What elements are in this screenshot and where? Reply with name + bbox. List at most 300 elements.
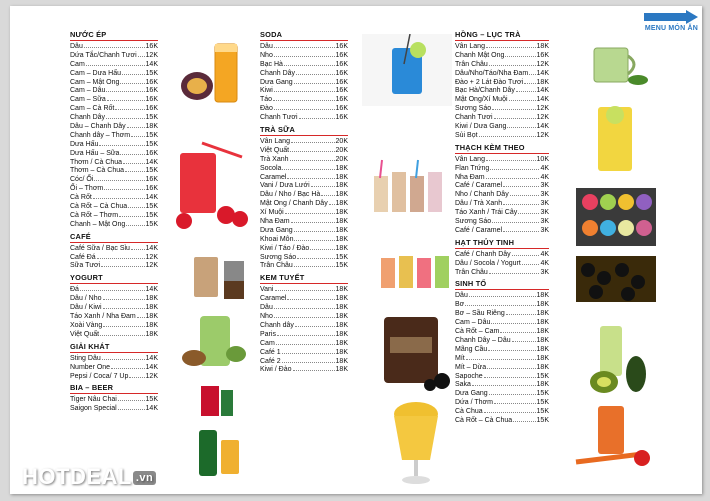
menu-item[interactable] (70, 372, 158, 381)
menu-item-price: 15K (335, 253, 348, 261)
dotted-leader (509, 95, 536, 101)
menu-item-price: 12K (145, 372, 158, 380)
menu-item[interactable] (260, 78, 348, 87)
menu-item-name: Kiwi / Đào (260, 366, 292, 374)
menu-item[interactable] (455, 416, 549, 425)
menu-item-price: 4K (540, 173, 549, 181)
menu-item-name: Pepsi / Coca/ 7 Up (70, 372, 129, 380)
dotted-leader (274, 312, 335, 318)
arrow-right-icon (644, 10, 698, 24)
menu-item-price: 18K (536, 319, 549, 327)
menu-item-name: Cà Rốt – Cà Chua (70, 203, 128, 211)
menu-item-name: Kiwi / Dưa Gang (455, 123, 507, 131)
menu-item-price: 16K (335, 105, 348, 113)
menu-item[interactable] (455, 86, 549, 95)
dotted-leader (80, 285, 145, 291)
dotted-leader (472, 380, 536, 386)
menu-item-name: Nho (260, 51, 273, 59)
dotted-leader (507, 122, 535, 128)
menu-item[interactable] (70, 253, 158, 262)
menu-item-price: 14K (145, 158, 158, 166)
dotted-leader (275, 285, 335, 291)
menu-section (455, 238, 549, 277)
menu-item-price: 16K (145, 176, 158, 184)
menu-item[interactable] (70, 78, 158, 87)
menu-item-name: Táo (260, 96, 273, 104)
menu-item[interactable] (455, 78, 549, 87)
menu-item-name: Trân Châu (455, 268, 488, 276)
menu-item-name: Cà Chua (455, 408, 483, 416)
menu-item-name: Cà Rốt – Thơm (70, 211, 119, 219)
menu-item[interactable] (455, 155, 549, 164)
dotted-leader (513, 416, 535, 422)
menu-item-price: 4K (540, 259, 549, 267)
dotted-leader (484, 372, 536, 378)
dotted-leader (129, 372, 144, 378)
dotted-leader (274, 104, 335, 110)
menu-item-price: 3K (540, 268, 549, 276)
menu-item-price: 15K (536, 416, 549, 424)
menu-item-price: 16K (335, 60, 348, 68)
menu-item-name: Cam – Mật Ong (70, 78, 120, 86)
menu-item[interactable] (70, 42, 158, 51)
menu-item-price: 3K (540, 200, 549, 208)
dotted-leader (102, 354, 145, 360)
menu-item[interactable] (70, 166, 158, 175)
dotted-leader (101, 261, 144, 267)
menu-item[interactable] (455, 336, 549, 345)
dotted-leader (119, 211, 144, 217)
menu-item-price: 18K (145, 304, 158, 312)
dotted-leader (125, 166, 145, 172)
menu-item[interactable] (70, 140, 158, 149)
menu-item-name: Dâu / Kiwi (70, 304, 102, 312)
menu-item-price: 14K (536, 96, 549, 104)
menu-item[interactable] (70, 244, 158, 253)
menu-item-name: Táo Xanh / Nha Đam (70, 313, 136, 321)
menu-item-name: Saka (455, 381, 471, 389)
menu-item-price: 20K (335, 146, 348, 154)
menu-item[interactable] (70, 69, 158, 78)
menu-item-name: Dứa Tắc/Chanh Tươi (70, 51, 137, 59)
menu-item[interactable] (70, 220, 158, 229)
menu-item-name: Cam – Dâu (455, 319, 491, 327)
menu-item[interactable] (455, 217, 549, 226)
menu-item[interactable] (455, 208, 549, 217)
dotted-leader (469, 291, 536, 297)
section-title: CAFÉ (70, 232, 158, 243)
menu-item-price: 16K (145, 96, 158, 104)
menu-item-name: Đào + 2 Lát Đào Tươi (455, 78, 524, 86)
menu-item[interactable] (455, 327, 549, 336)
menu-item-price: 18K (335, 218, 348, 226)
mango-shake-image (380, 398, 452, 486)
menu-item-name: Vân Lang (455, 43, 485, 50)
dotted-leader (310, 244, 334, 250)
menu-item[interactable] (70, 294, 158, 303)
menu-item[interactable] (260, 294, 348, 303)
dotted-leader (466, 354, 536, 360)
menu-item-price: 18K (335, 191, 348, 199)
menu-item[interactable] (70, 354, 158, 363)
menu-item-name: Cam (70, 60, 85, 68)
dotted-leader (103, 303, 145, 309)
menu-column-1 (70, 30, 158, 416)
menu-item[interactable] (455, 104, 549, 113)
menu-item[interactable] (455, 354, 549, 363)
menu-item[interactable] (455, 407, 549, 416)
menu-item[interactable] (455, 69, 549, 78)
menu-item-price: 18K (335, 244, 348, 252)
menu-item[interactable] (70, 211, 158, 220)
dotted-leader (274, 86, 335, 92)
menu-item-price: 3K (540, 182, 549, 190)
menu-item[interactable] (70, 86, 158, 95)
carrot-juice-image (572, 402, 652, 472)
menu-item[interactable] (70, 175, 158, 184)
menu-item[interactable] (455, 398, 549, 407)
menu-item[interactable] (455, 164, 549, 173)
menu-item[interactable] (455, 131, 549, 140)
menu-item-name: Chanh Mật Ong (455, 51, 505, 59)
menu-item[interactable] (260, 253, 348, 262)
dotted-leader (94, 175, 144, 181)
dotted-leader (274, 42, 335, 48)
menu-item-price: 18K (536, 354, 549, 362)
dotted-leader (282, 348, 335, 354)
menu-item-price: 18K (145, 330, 158, 338)
menu-item[interactable] (455, 363, 549, 372)
dotted-leader (490, 164, 539, 170)
menu-banner-label: MENU MÓN ĂN (644, 25, 698, 32)
menu-item-price: 15K (536, 372, 549, 380)
menu-item[interactable] (70, 158, 158, 167)
section-title: GIẢI KHÁT (70, 342, 158, 353)
menu-item-name: Dâu / Trà Xanh (455, 200, 503, 208)
dotted-leader (510, 190, 540, 196)
menu-item-name: Trân Châu (455, 60, 488, 68)
menu-item[interactable] (70, 193, 158, 202)
dotted-leader (282, 357, 335, 363)
menu-item[interactable] (455, 226, 549, 235)
menu-item[interactable] (260, 137, 348, 146)
menu-item[interactable] (455, 300, 549, 309)
menu-item[interactable] (260, 217, 348, 226)
menu-item[interactable] (70, 330, 158, 339)
menu-section (260, 30, 348, 122)
dotted-leader (284, 60, 335, 66)
dotted-leader (290, 146, 334, 152)
menu-item[interactable] (260, 86, 348, 95)
menu-item[interactable] (455, 122, 549, 131)
section-title: KEM TUYẾT (260, 273, 348, 284)
menu-item-name: Flan Trứng (455, 164, 490, 172)
menu-item[interactable] (260, 235, 348, 244)
menu-item[interactable] (455, 113, 549, 122)
dotted-leader (505, 51, 535, 57)
menu-item[interactable] (260, 244, 348, 253)
menu-item-price: 12K (536, 105, 549, 113)
menu-item-name: Dâu / Nho / Bạc Hà (260, 191, 321, 199)
menu-item-name: Socola (260, 164, 282, 172)
menu-item-price: 16K (145, 149, 158, 157)
menu-item[interactable] (70, 122, 158, 131)
menu-item-name: Sting Dâu (70, 354, 101, 362)
menu-item[interactable] (260, 155, 348, 164)
menu-item[interactable] (260, 95, 348, 104)
menu-item-name: Café Sữa / Bạc Sỉu (70, 244, 130, 252)
section-title: HỒNG – LỤC TRÀ (455, 30, 549, 41)
menu-item[interactable] (260, 330, 348, 339)
menu-item[interactable] (455, 173, 549, 182)
menu-item[interactable] (260, 261, 348, 270)
menu-item-name: Dâu / Socola / Yogurt (455, 259, 521, 267)
menu-item-name: Dâu (260, 304, 273, 312)
menu-item[interactable] (70, 60, 158, 69)
menu-item[interactable] (70, 131, 158, 140)
menu-item[interactable] (455, 380, 549, 389)
dotted-leader (118, 404, 145, 410)
dotted-leader (294, 235, 334, 241)
dotted-leader (295, 321, 335, 327)
menu-item[interactable] (70, 149, 158, 158)
lemon-tea-image (590, 101, 640, 181)
menu-item[interactable] (260, 104, 348, 113)
dotted-leader (126, 220, 144, 226)
menu-item[interactable] (70, 321, 158, 330)
menu-item-name: Cà Rốt – Cà Chua (455, 416, 513, 424)
menu-item-name: Café 1 (260, 348, 281, 356)
menu-item[interactable] (455, 372, 549, 381)
menu-item-name: Mít – Dừa (455, 363, 487, 371)
menu-item[interactable] (70, 113, 158, 122)
dotted-leader (291, 217, 335, 223)
menu-item-name: Café Đá (70, 253, 96, 261)
dotted-leader (486, 173, 540, 179)
menu-item-price: 15K (145, 211, 158, 219)
dotted-leader (273, 95, 334, 101)
menu-item-name: Nho (260, 313, 273, 321)
menu-item-price: 14K (536, 123, 549, 131)
menu-item[interactable] (260, 357, 348, 366)
menu-item[interactable] (70, 51, 158, 60)
menu-item[interactable] (455, 389, 549, 398)
menu-item-name: Cà Rốt – Cam (455, 328, 500, 336)
menu-section (260, 125, 348, 270)
menu-item-name: Cam – Cà Rốt (70, 105, 115, 113)
menu-item-name: Café 2 (260, 357, 281, 365)
menu-item[interactable] (455, 95, 549, 104)
menu-item-price: 18K (335, 173, 348, 181)
dotted-leader (329, 199, 335, 205)
menu-item[interactable] (455, 51, 549, 60)
menu-item-price: 18K (335, 164, 348, 172)
menu-item-name: Trân Châu (260, 262, 293, 270)
menu-item[interactable] (260, 339, 348, 348)
menu-item-name: Caramel (260, 173, 287, 181)
menu-item-price: 18K (145, 321, 158, 329)
dotted-leader (524, 78, 535, 84)
menu-item-name: Chanh – Mật Ong (70, 220, 126, 228)
menu-item-price: 18K (335, 226, 348, 234)
menu-item-name: Tiger Nâu Chai (70, 396, 117, 404)
menu-item-name: Vân Lang (260, 138, 290, 146)
menu-section (70, 342, 158, 381)
menu-item[interactable] (70, 312, 158, 321)
menu-item[interactable] (260, 173, 348, 182)
section-title: NƯỚC ÉP (70, 30, 158, 41)
menu-item-price: 18K (335, 304, 348, 312)
menu-item[interactable] (260, 146, 348, 155)
dotted-leader (86, 60, 145, 66)
menu-item-name: Café / Chanh Dây (455, 250, 511, 258)
menu-item[interactable] (260, 312, 348, 321)
watermark-brand: HOTDEAL (22, 464, 132, 489)
menu-item[interactable] (455, 190, 549, 199)
menu-item-price: 18K (536, 328, 549, 336)
menu-item-price: 14K (536, 87, 549, 95)
menu-item-price: 12K (145, 262, 158, 270)
menu-item[interactable] (455, 318, 549, 327)
menu-item[interactable] (70, 395, 158, 404)
menu-item[interactable] (70, 184, 158, 193)
menu-item[interactable] (455, 259, 549, 268)
dotted-leader (512, 250, 540, 256)
menu-item-name: Nha Đam (455, 173, 485, 181)
menu-item[interactable] (260, 113, 348, 122)
dotted-leader (274, 51, 335, 57)
menu-item[interactable] (455, 291, 549, 300)
menu-item[interactable] (260, 60, 348, 69)
menu-item-price: 3K (540, 218, 549, 226)
menu-item-name: Dâu – Chanh Dây (70, 123, 126, 131)
menu-item-name: Dưa Gang (455, 390, 488, 398)
menu-item-price: 16K (335, 87, 348, 95)
menu-item[interactable] (260, 226, 348, 235)
menu-item-name: Vani / Dưa Lưới (260, 182, 310, 190)
menu-item-price: 14K (145, 60, 158, 68)
menu-item-name: Xí Muội (260, 209, 284, 217)
menu-item-name: Dâu/Nho/Táo/Nha Đam (455, 69, 529, 77)
menu-item[interactable] (455, 345, 549, 354)
menu-item-price: 16K (145, 185, 158, 193)
dotted-leader (486, 155, 536, 161)
dotted-leader (506, 309, 536, 315)
menu-item-name: Chanh Tươi (455, 114, 493, 122)
menu-item-name: Táo Xanh / Trái Cây (455, 209, 518, 217)
dotted-leader (277, 330, 335, 336)
menu-section (455, 279, 549, 424)
menu-item[interactable] (70, 285, 158, 294)
menu-item[interactable] (70, 261, 158, 270)
dotted-leader (276, 339, 335, 345)
menu-item-name: Sương Sáo (455, 105, 492, 113)
dotted-leader (492, 217, 539, 223)
menu-item[interactable] (455, 309, 549, 318)
menu-item[interactable] (455, 199, 549, 208)
menu-item[interactable] (260, 348, 348, 357)
menu-item[interactable] (260, 365, 348, 374)
menu-item[interactable] (455, 250, 549, 259)
dotted-leader (122, 69, 145, 75)
menu-item-name: Dưa Hấu (70, 140, 99, 148)
menu-item[interactable] (260, 208, 348, 217)
menu-item-name: Dứa / Thơm (455, 399, 493, 407)
dotted-leader (294, 78, 335, 84)
menu-item[interactable] (260, 303, 348, 312)
dotted-leader (488, 345, 535, 351)
menu-item[interactable] (70, 104, 158, 113)
menu-item[interactable] (455, 42, 549, 51)
menu-item[interactable] (260, 164, 348, 173)
menu-item[interactable] (260, 190, 348, 199)
dotted-leader (503, 226, 539, 232)
menu-banner[interactable] (640, 10, 698, 32)
menu-item-name: Trà Xanh (260, 155, 289, 163)
menu-item-price: 15K (536, 390, 549, 398)
menu-item[interactable] (260, 51, 348, 60)
jelly-toppings-image (576, 188, 656, 246)
menu-section (70, 273, 158, 338)
menu-item-price: 4K (540, 250, 549, 258)
menu-item-price: 10K (536, 155, 549, 163)
menu-item-price: 20K (335, 138, 348, 146)
menu-item[interactable] (260, 69, 348, 78)
menu-item[interactable] (70, 95, 158, 104)
menu-item[interactable] (260, 42, 348, 51)
orange-juice-image (175, 36, 247, 108)
menu-item[interactable] (70, 404, 158, 413)
menu-item-price: 18K (335, 339, 348, 347)
dotted-leader (494, 113, 536, 119)
menu-item-price: 18K (335, 235, 348, 243)
menu-item-name: Sapoche (455, 372, 483, 380)
menu-item-price: 12K (145, 253, 158, 261)
menu-item[interactable] (70, 363, 158, 372)
menu-item-name: Ổi – Thơm (70, 185, 104, 193)
menu-section (455, 143, 549, 235)
menu-item-name: Mít (455, 354, 465, 362)
menu-item-price: 4K (540, 164, 549, 172)
menu-sheet (10, 6, 702, 494)
menu-item[interactable] (260, 181, 348, 190)
menu-item[interactable] (260, 321, 348, 330)
menu-item[interactable] (260, 285, 348, 294)
menu-item-name: Chanh Dây (70, 114, 106, 122)
dotted-leader (290, 155, 335, 161)
dotted-leader (512, 336, 536, 342)
menu-item-name: Chanh dây – Thơm (70, 131, 131, 139)
dotted-leader (107, 95, 145, 101)
menu-item-price: 18K (335, 330, 348, 338)
menu-item-name: Paris (260, 330, 276, 338)
menu-item-name: Việt Quất (70, 330, 100, 338)
dotted-leader (294, 261, 335, 267)
menu-item-price: 3K (540, 226, 549, 234)
menu-item-price: 18K (335, 313, 348, 321)
menu-item[interactable] (455, 60, 549, 69)
menu-item[interactable] (455, 181, 549, 190)
menu-item-price: 16K (145, 87, 158, 95)
dotted-leader (285, 208, 335, 214)
menu-item-name: Cóc/ Ổi (70, 176, 94, 184)
menu-item-price: 18K (335, 286, 348, 294)
menu-item[interactable] (70, 202, 158, 211)
menu-item[interactable] (455, 268, 549, 277)
menu-item-price: 18K (536, 363, 549, 371)
menu-item[interactable] (260, 199, 348, 208)
menu-item[interactable] (70, 303, 158, 312)
